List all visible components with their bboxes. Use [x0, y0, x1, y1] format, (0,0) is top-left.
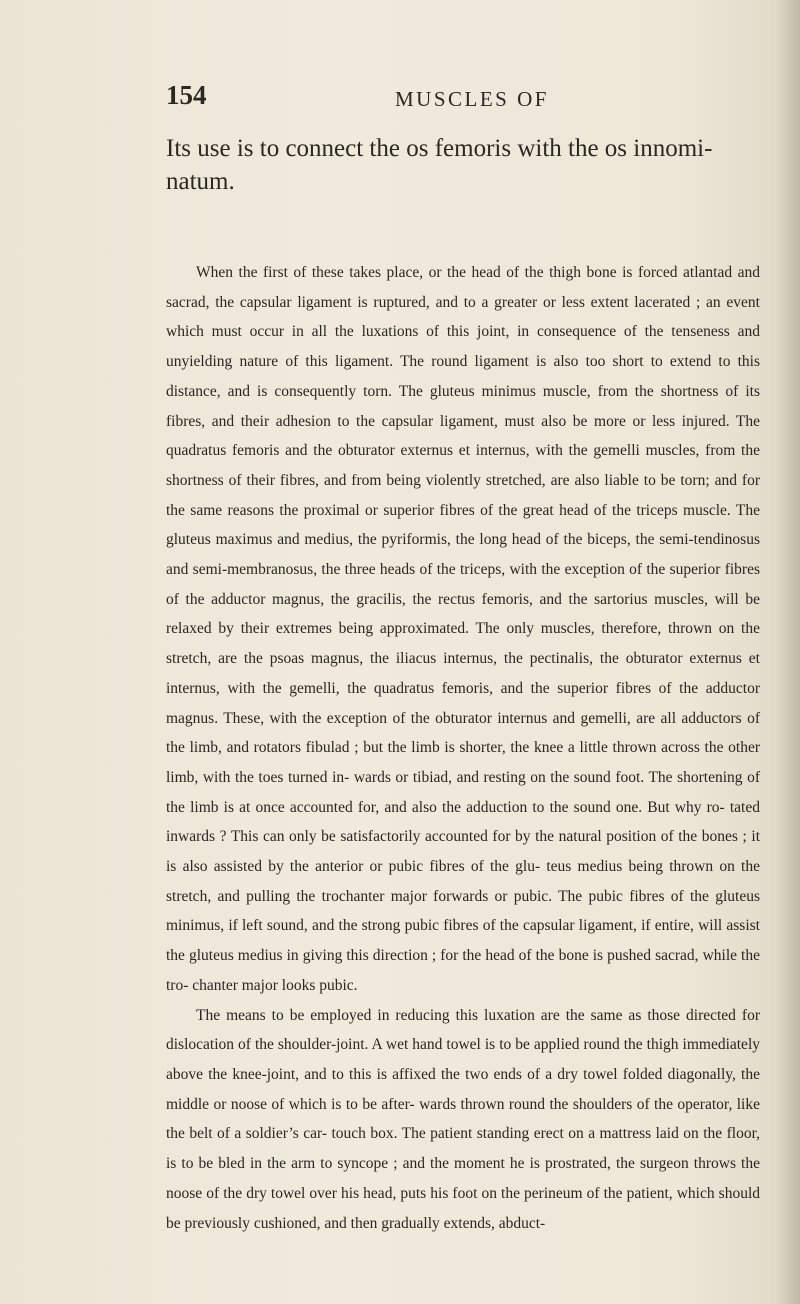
paragraph-1: When the first of these takes place, or the head of the thigh bone is forced atlantad and sacrad, the capsular ligament is ruptured, and to a greater or less extent lacerated ; an event which must occur in all the luxations of this joint, in consequence of the tenseness and unyielding nature of this ligament. The round ligament is also too short to extend to this distance, and is consequently torn. The gluteus minimus muscle, from the shortness of its fibres, and their adhesion to the capsular ligament, must also be more or less injured. The quadratus femoris and the obturator externus et internus, with the gemelli muscles, from the shortness of their fibres, and from being violently stretched, are also liable to be torn; and for the same reasons the proximal or superior fibres of the great head of the triceps muscle. The gluteus maximus and medius, the pyriformis, the long head of the biceps, the semi-tendinosus and semi-membranosus, the three heads of the triceps, with the exception of the superior fibres of the adductor magnus, the gracilis, the rectus femoris, and the sartorius muscles, will be relaxed by their extremes being approximated. The only muscles, therefore, thrown on the stretch, are the psoas magnus, the iliacus internus, the pectinalis, the obturator externus et internus, with the gemelli, the quadratus femoris, and the superior fibres of the adductor magnus. These, with the exception of the obturator internus and gemelli, are all adductors of the limb, and rotators fibulad ; but the limb is shorter, the knee a little thrown across the other limb, with the toes turned in- wards or tibiad, and resting on the sound foot. The shortening of the limb is at once accounted for, and also the adduction to the sound one. But why ro- tated inwards ? This can only be satisfactorily accounted for by the natural position of the bones ; it is also assisted by the anterior or pubic fibres of the glu- teus medius being thrown on the stretch, and pulling the trochanter major forwards or pubic. The pubic fibres of the gluteus minimus, if left sound, and the strong pubic fibres of the capsular ligament, if entire, will assist the gluteus medius in giving this direction ; for the head of the bone is pushed sacrad, while the tro- chanter major looks pubic. — [166, 264, 760, 994]
running-title: MUSCLES OF — [395, 87, 549, 111]
body-text — [166, 258, 760, 1238]
paragraph-2: The means to be employed in reducing this luxation are the same as those directed for dislocation of the shoulder-joint. A wet hand towel is to be applied round the thigh immediately above the knee-joint, and to this is affixed the two ends of a dry towel folded diagonally, the middle or noose of which is to be after- wards thrown round the shoulders of the operator, like the belt of a soldier’s car- touch box. The patient standing erect on a mattress laid on the floor, is to be bled in the arm to syncope ; and the moment he is prostrated, the surgeon throws the noose of the dry towel over his head, puts his foot on the perineum of the patient, which should be previously cushioned, and then gradually extends, abduct- — [166, 1006, 760, 1232]
page-number: 154 — [166, 80, 207, 110]
page-edge-shadow — [778, 0, 800, 1304]
lead-sentence: Its use is to connect the os femoris with the os innomi- natum. — [166, 135, 713, 195]
